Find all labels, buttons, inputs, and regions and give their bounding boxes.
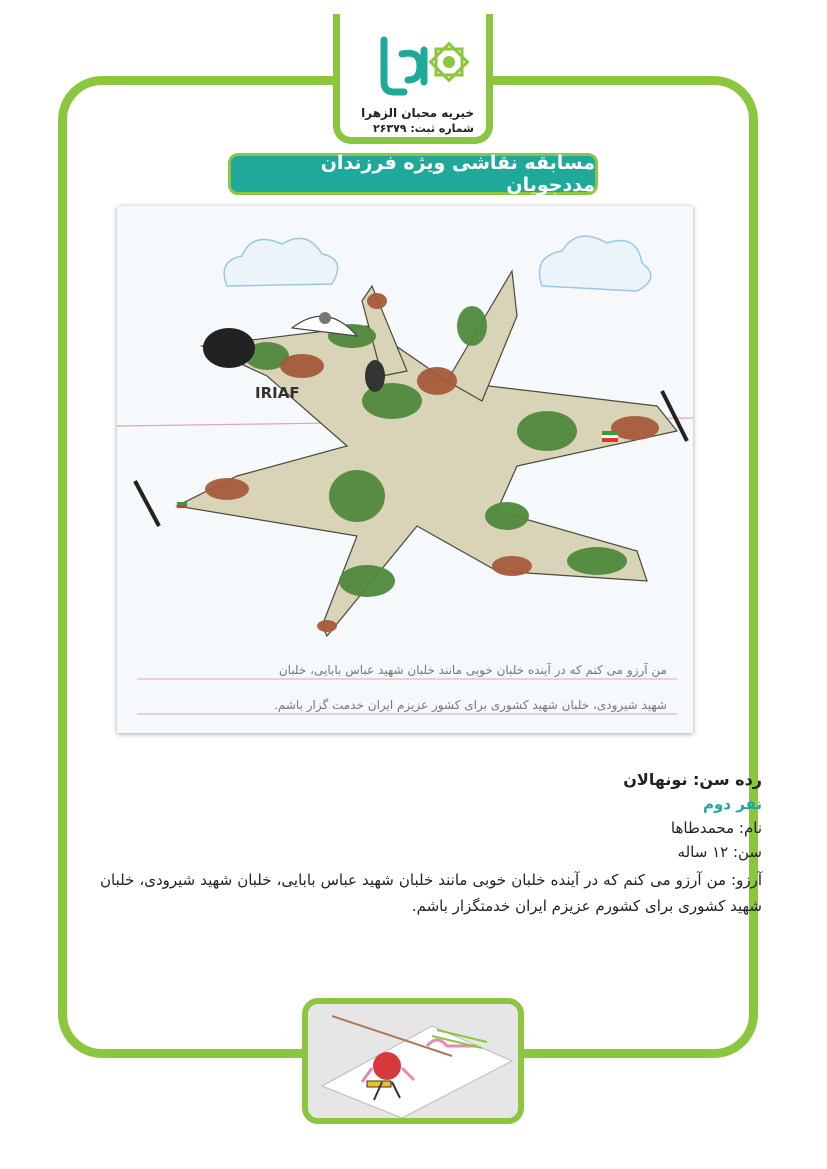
age-category: رده سن: نونهالان — [623, 770, 762, 789]
paint-paper-icon — [312, 1006, 514, 1118]
fighter-jet-drawing — [117, 206, 693, 733]
logo-panel — [333, 14, 493, 144]
logo-registration: شماره ثبت: ۲۶۳۷۹ — [372, 122, 474, 135]
contest-emblem-panel — [302, 998, 524, 1124]
participant-name: نام: محمدطاها — [670, 819, 762, 837]
participant-info — [100, 770, 762, 919]
handwriting-line-2: شهید شیرودی، خلبان شهید کشوری برای کشور عزیزم ایران خدمت گزار باشم. — [274, 698, 667, 712]
child-drawing — [117, 206, 693, 733]
logo-icon — [364, 32, 474, 100]
plane-label: IRIAF — [255, 384, 300, 402]
participant-wish: آرزو: من آرزو می کنم که در آینده خلبان خوبی مانند خلبان شهید عباس بابایی، خلبان شهید شیرودی، خلبان شهید کشوری برای کشورم عزیزم ایران خدمتگزار باشم. — [100, 871, 762, 915]
participant-age: سن: ۱۲ ساله — [677, 843, 762, 861]
logo-org-name: خیریه محبان الزهرا — [361, 106, 474, 120]
contest-title-banner: مسابقه نقاشی ویژه فرزندان مددجویان — [228, 153, 598, 195]
rank-label: نفر دوم — [703, 795, 762, 813]
handwriting-line-1: من آرزو می کنم که در آینده خلبان خوبی مانند خلبان شهید عباس بابایی، خلبان — [278, 663, 667, 677]
